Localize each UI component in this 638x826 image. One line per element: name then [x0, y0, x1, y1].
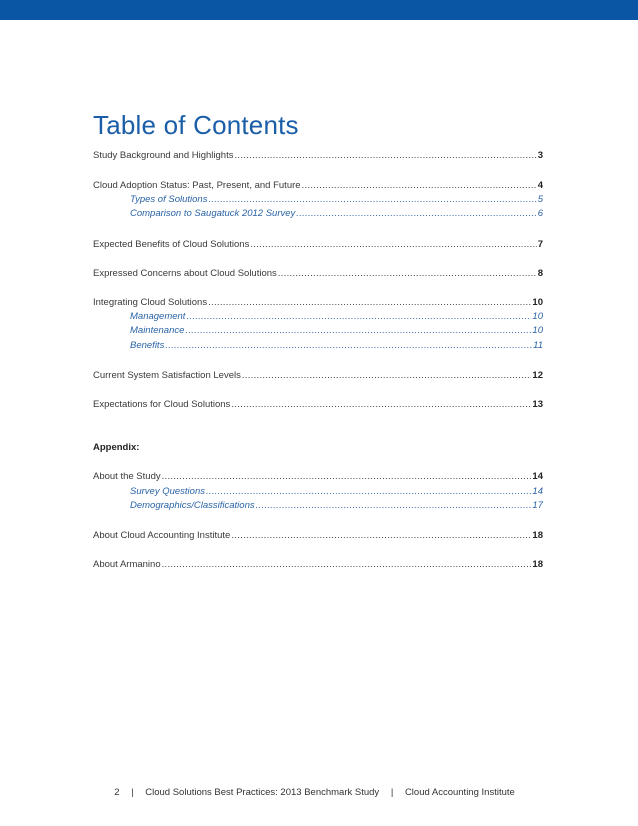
toc-entry-page: 14 — [532, 471, 543, 482]
toc-entry[interactable] — [93, 558, 543, 572]
toc-entry-label: About the Study — [93, 471, 161, 482]
toc-entry-label: Benefits — [130, 340, 165, 351]
toc-entry-page: 3 — [537, 150, 543, 161]
toc-entry-label: Expressed Concerns about Cloud Solutions — [93, 268, 277, 279]
toc-subentry[interactable] — [130, 499, 543, 513]
toc-entry-label: Study Background and Highlights — [93, 150, 234, 161]
dot-leader — [256, 499, 532, 513]
toc-entry[interactable] — [93, 267, 543, 281]
dot-leader — [208, 296, 531, 310]
toc-entry-label: Demographics/Classifications — [130, 500, 255, 511]
dot-leader — [234, 149, 536, 163]
toc-entry-label: Current System Satisfaction Levels — [93, 370, 241, 381]
toc-entry-page: 14 — [532, 486, 543, 497]
toc-entry[interactable] — [93, 179, 543, 193]
dot-leader — [186, 310, 531, 324]
dot-leader — [206, 485, 531, 499]
toc-entry[interactable] — [93, 369, 543, 383]
dot-leader — [250, 238, 536, 252]
footer-separator: | — [131, 787, 134, 798]
toc-entry-page: 13 — [532, 399, 543, 410]
toc-subentry[interactable] — [130, 310, 543, 324]
toc-entry-page: 17 — [532, 500, 543, 511]
toc-entry-label: About Cloud Accounting Institute — [93, 530, 231, 541]
toc-entry-label: Integrating Cloud Solutions — [93, 297, 208, 308]
toc-subentry[interactable] — [130, 207, 543, 221]
toc-entry-label: Expectations for Cloud Solutions — [93, 399, 231, 410]
toc-entry-page: 10 — [532, 311, 543, 322]
toc-entry-page: 10 — [532, 297, 543, 308]
dot-leader — [302, 179, 537, 193]
toc-entry[interactable] — [93, 238, 543, 252]
toc-subentry[interactable] — [130, 193, 543, 207]
toc-entry-label: Types of Solutions — [130, 194, 208, 205]
toc-subentry[interactable] — [130, 339, 543, 353]
toc-entry-page: 10 — [532, 325, 543, 336]
toc-entry[interactable] — [93, 296, 543, 310]
dot-leader — [165, 339, 532, 353]
dot-leader — [162, 470, 532, 484]
toc-entry-page: 5 — [537, 194, 543, 205]
dot-leader — [162, 558, 532, 572]
toc-entry[interactable] — [93, 398, 543, 412]
toc-entry-label: Survey Questions — [130, 486, 205, 497]
dot-leader — [208, 193, 536, 207]
toc-entry-page: 18 — [532, 559, 543, 570]
footer-separator: | — [390, 787, 394, 798]
footer-organization: Cloud Accounting Institute — [404, 787, 515, 798]
appendix-heading: Appendix: — [93, 442, 140, 453]
toc-entry[interactable] — [93, 529, 543, 543]
toc-subentry[interactable] — [130, 485, 543, 499]
page-footer — [0, 786, 638, 800]
dot-leader — [242, 369, 532, 383]
dot-leader — [296, 207, 536, 221]
toc-entry-label: About Armanino — [93, 559, 161, 570]
toc-entry-page: 7 — [537, 239, 543, 250]
top-banner-bar — [0, 0, 638, 20]
footer-document-title: Cloud Solutions Best Practices: 2013 Benchmark Study — [145, 787, 380, 798]
toc-subentry[interactable] — [130, 324, 543, 338]
page-title: Table of Contents — [93, 110, 299, 140]
dot-leader — [278, 267, 537, 281]
toc-entry-label: Expected Benefits of Cloud Solutions — [93, 239, 250, 250]
toc-entry-label: Cloud Adoption Status: Past, Present, and Future — [93, 180, 301, 191]
toc-entry-label: Management — [130, 311, 186, 322]
toc-entry-page: 18 — [532, 530, 543, 541]
page-number: 2 — [114, 787, 120, 798]
toc-entry-page: 6 — [537, 208, 543, 219]
toc-entry-page: 12 — [532, 370, 543, 381]
dot-leader — [231, 398, 531, 412]
toc-entry-page: 11 — [533, 340, 543, 351]
dot-leader — [231, 529, 531, 543]
toc-entry[interactable] — [93, 470, 543, 484]
dot-leader — [185, 324, 531, 338]
toc-entry[interactable] — [93, 149, 543, 163]
toc-entry-label: Comparison to Saugatuck 2012 Survey — [130, 208, 296, 219]
toc-entry-page: 4 — [537, 180, 543, 191]
toc-entry-page: 8 — [537, 268, 543, 279]
toc-entry-label: Maintenance — [130, 325, 185, 336]
